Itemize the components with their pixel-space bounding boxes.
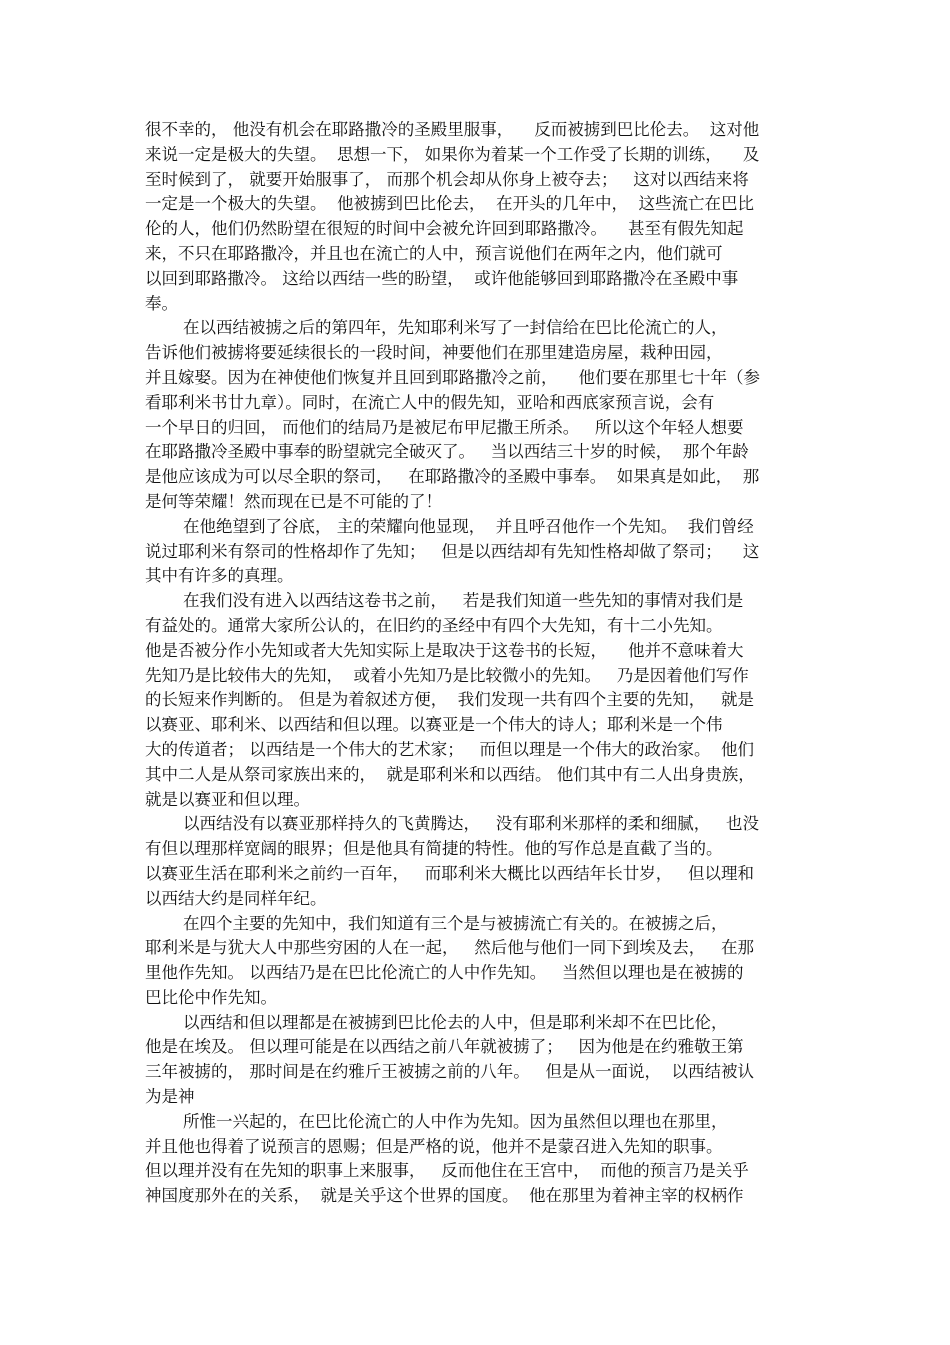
text-line: 但以理并没有在先知的职事上来服事， 反而他住在王宫中， 而他的预言乃是关乎 [145,1161,749,1181]
paragraph-first-line: 在四个主要的先知中，我们知道有三个是与被掳流亡有关的。在被掳之后， [183,913,728,933]
paragraph-first-line: 以西结和但以理都是在被掳到巴比伦去的人中，但是耶利米却不在巴比伦， [183,1012,728,1032]
text-line: 为是神 [145,1087,195,1107]
text-line: 他是否被分作小先知或者大先知实际上是取决于这卷书的长短， 他并不意味着大 [145,640,744,660]
text-line: 说过耶利米有祭司的性格却作了先知； 但是以西结却有先知性格却做了祭司； 这 [145,541,760,561]
text-line: 巴比伦中作先知。 [145,987,277,1007]
text-line: 有益处的。通常大家所公认的，在旧约的圣经中有四个大先知，有十二小先知。 [145,615,723,635]
text-line: 大的传道者； 以西结是一个伟大的艺术家； 而但以理是一个伟大的政治家。 他们 [145,739,754,759]
text-line: 有但以理那样宽阔的眼界；但是他具有简捷的特性。他的写作总是直截了当的。 [145,839,723,859]
text-line: 三年被掳的， 那时间是在约雅斤王被掳之前的八年。 但是从一面说， 以西结被认 [145,1062,754,1082]
text-line: 来说一定是极大的失望。 思想一下， 如果你为着某一个工作受了长期的训练， 及 [145,144,760,164]
text-line: 神国度那外在的关系， 就是关乎这个世界的国度。 他在那里为着神主宰的权柄作 [145,1186,744,1206]
text-line: 来，不只在耶路撒冷，并且也在流亡的人中，预言说他们在两年之内，他们就可 [145,243,723,263]
text-line: 以赛亚生活在耶利米之前约一百年， 而耶利米大概比以西结年长廿岁， 但以理和 [145,863,754,883]
text-line: 很不幸的， 他没有机会在耶路撒冷的圣殿里服事， 反而被掳到巴比伦去。 这对他 [145,120,760,139]
text-line: 先知乃是比较伟大的先知， 或着小先知乃是比较微小的先知。 乃是因着他们写作 [145,665,749,685]
text-line: 以回到耶路撒冷。 这给以西结一些的盼望， 或许他能够回到耶路撒冷在圣殿中事 [145,268,739,288]
text-line: 以赛亚、耶利米、以西结和但以理。以赛亚是一个伟大的诗人；耶利米是一个伟 [145,715,723,735]
text-line: 并且嫁娶。因为在神使他们恢复并且回到耶路撒冷之前， 他们要在那里七十年（参 [145,367,760,387]
text-line: 在耶路撒冷圣殿中事奉的盼望就完全破灭了。 当以西结三十岁的时候， 那个年龄 [145,442,749,462]
text-line: 里他作先知。 以西结乃是在巴比伦流亡的人中作先知。 当然但以理也是在被掳的 [145,963,744,983]
text-line: 其中二人是从祭司家族出来的， 就是耶利米和以西结。 他们其中有二人出身贵族， [145,764,755,784]
text-line: 是何等荣耀！然而现在已是不可能的了！ [145,491,442,511]
body-text [145,118,815,1209]
text-line: 以西结大约是同样年纪。 [145,888,327,908]
text-line: 奉。 [145,293,178,313]
text-line: 告诉他们被掳将要延续很长的一段时间，神要他们在那里建造房屋，栽种田园， [145,343,723,363]
text-line: 看耶利米书廿九章）。同时，在流亡人中的假先知，亚哈和西底家预言说，会有 [145,392,715,412]
paragraph-first-line: 在他绝望到了谷底， 主的荣耀向他显现， 并且呼召他作一个先知。 我们曾经 [183,516,754,536]
text-line: 一个早日的归回， 而他们的结局乃是被尼布甲尼撒王所杀。 所以这个年轻人想要 [145,417,744,437]
text-line: 伦的人，他们仍然盼望在很短的时间中会被允许回到耶路撒冷。 甚至有假先知起 [145,219,744,239]
paragraph-first-line: 以西结没有以赛亚那样持久的飞黄腾达， 没有耶利米那样的柔和细腻， 也没 [183,814,759,834]
text-line: 就是以赛亚和但以理。 [145,789,310,809]
text-line: 至时候到了， 就要开始服事了， 而那个机会却从你身上被夺去； 这对以西结来将 [145,169,749,189]
text-line: 他是在埃及。 但以理可能是在以西结之前八年就被掳了； 因为他是在约雅敬王第 [145,1037,744,1057]
text-line: 并且他也得着了说预言的恩赐；但是严格的说，他并不是蒙召进入先知的职事。 [145,1136,723,1156]
paragraph-first-line: 在我们没有进入以西结这卷书之前， 若是我们知道一些先知的事情对我们是 [183,591,744,611]
paragraph-first-line: 所惟一兴起的，在巴比伦流亡的人中作为先知。因为虽然但以理也在那里， [183,1111,728,1131]
text-line: 其中有许多的真理。 [145,566,294,586]
text-line: 耶利米是与犹大人中那些穷困的人在一起， 然后他与他们一同下到埃及去， 在那 [145,938,754,958]
paragraph-first-line: 在以西结被掳之后的第四年，先知耶利米写了一封信给在巴比伦流亡的人， [183,318,728,338]
text-line: 的长短来作判断的。 但是为着叙述方便， 我们发现一共有四个主要的先知， 就是 [145,690,754,710]
text-line: 一定是一个极大的失望。 他被掳到巴比伦去， 在开头的几年中， 这些流亡在巴比 [145,194,754,214]
text-line: 是他应该成为可以尽全职的祭司， 在耶路撒冷的圣殿中事奉。 如果真是如此， 那 [145,467,760,487]
